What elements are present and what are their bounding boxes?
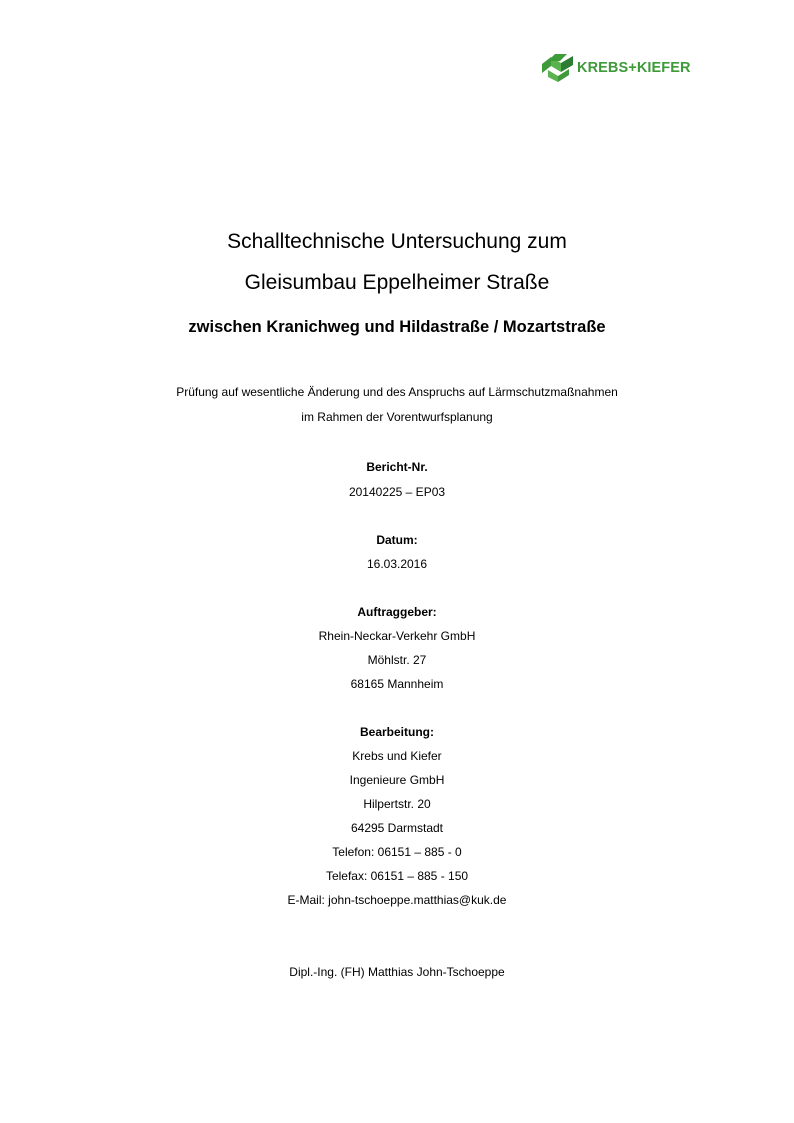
date-value: 16.03.2016 (366, 557, 428, 571)
editor-label: Bearbeitung: (359, 725, 434, 739)
editor-company-line-1: Krebs und Kiefer (352, 749, 442, 763)
document-title-line-1: Schalltechnische Untersuchung zum (227, 230, 567, 253)
document-subtitle: zwischen Kranichweg und Hildastraße / Mozartstraße (188, 318, 606, 336)
editor-street: Hilpertstr. 20 (363, 797, 431, 811)
editor-fax: Telefax: 06151 – 885 - 150 (325, 869, 469, 883)
description-line-1: Prüfung auf wesentliche Änderung und des Anspruchs auf Lärmschutzmaßnahmen (176, 385, 618, 399)
editor-city: 64295 Darmstadt (350, 821, 444, 835)
editor-phone: Telefon: 06151 – 885 - 0 (332, 845, 462, 859)
editor-company-line-2: Ingenieure GmbH (349, 773, 445, 787)
author-name: Dipl.-Ing. (FH) Matthias John-Tschoeppe (289, 965, 505, 979)
document-title-line-2: Gleisumbau Eppelheimer Straße (244, 271, 550, 294)
editor-email: E-Mail: john-tschoeppe.matthias@kuk.de (287, 893, 507, 907)
description-line-2: im Rahmen der Vorentwurfsplanung (301, 410, 493, 424)
krebs-kiefer-logo-mark-icon (542, 54, 574, 82)
client-label: Auftraggeber: (357, 605, 437, 619)
report-number-value: 20140225 – EP03 (348, 485, 446, 499)
client-name: Rhein-Neckar-Verkehr GmbH (318, 629, 476, 643)
company-logo (542, 54, 691, 82)
logo-text: KREBS+KIEFER (577, 60, 691, 76)
report-number-label: Bericht-Nr. (366, 460, 428, 474)
client-street: Möhlstr. 27 (367, 653, 427, 667)
client-city: 68165 Mannheim (350, 677, 444, 691)
date-label: Datum: (376, 533, 418, 547)
